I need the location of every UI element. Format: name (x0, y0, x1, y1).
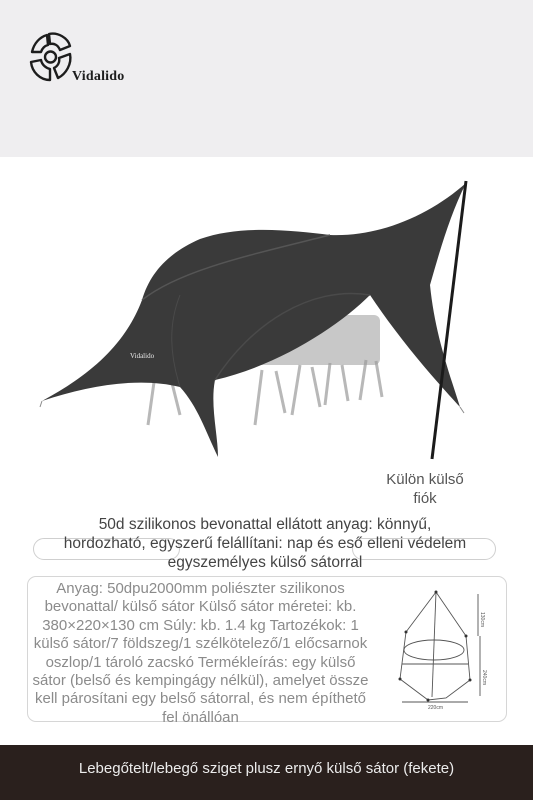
spec-text: Anyag: 50dpu2000mm poliészter szilikonos bevonattal/ külső sátor Külső sátor méretei: kb. 380×220×130 cm Súly: kb. 1.4 kg Tartozékok: 1 külső sátor/7 földszeg/1 szélkötelező/1 előcsarnok oszlop/1 tároló zacskó Termékleírás: egy külső sátor (belső és kempingágy nélkül), amelyet össze kell párosítani egy belső sátorral, és nem építhető fel önállóan (32, 580, 369, 726)
brand-logo[interactable] (28, 30, 168, 90)
diagram-width-label: 220cm (428, 705, 444, 711)
tent-fly (42, 183, 466, 457)
guy-lines (40, 401, 464, 413)
brand-name: Vidalido (72, 69, 125, 84)
brand-emblem-icon (28, 30, 76, 88)
diagram-height-label: 130cm (479, 612, 485, 628)
diagram-length-label: 240cm (481, 670, 487, 686)
image-caption: Külön külső fiók (386, 471, 464, 507)
feature-text: 50d szilikonos bevonattal ellátott anyag: könnyű, hordozható, egyszerű felállítani: nap és eső elleni védelem egyszemélyes külső sátorral (63, 516, 467, 571)
tent-dimension-diagram (388, 584, 498, 712)
tent-product-photo (30, 175, 475, 470)
footer-title: Lebegőtelt/lebegő sziget plusz ernyő külső sátor (fekete) (78, 760, 455, 777)
tent-logo: Vidalido (130, 352, 155, 360)
